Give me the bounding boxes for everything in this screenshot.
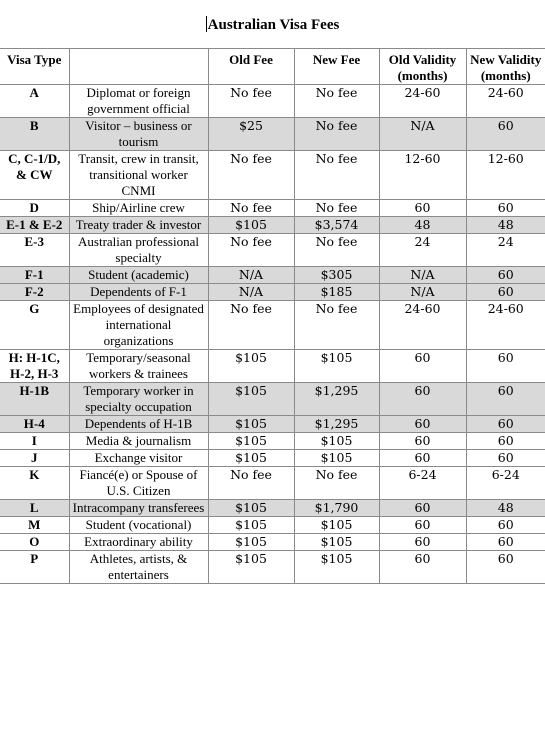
- table-row: [0, 284, 545, 301]
- old-validity-cell: 60: [379, 200, 466, 217]
- visa-fee-table: [0, 48, 545, 584]
- old-validity-cell: 60: [379, 383, 466, 416]
- description-cell: Student (academic): [69, 267, 208, 284]
- old-fee-cell: $105: [208, 383, 294, 416]
- new-fee-cell: No fee: [294, 234, 379, 267]
- new-validity-cell: 60: [466, 433, 545, 450]
- new-fee-cell: No fee: [294, 467, 379, 500]
- new-fee-cell: $1,790: [294, 500, 379, 517]
- visa-type-cell: E-3: [0, 234, 69, 267]
- description-cell: Temporary worker in specialty occupation: [69, 383, 208, 416]
- old-fee-cell: No fee: [208, 151, 294, 200]
- old-validity-cell: N/A: [379, 284, 466, 301]
- page-title: [0, 16, 545, 34]
- visa-type-cell: M: [0, 517, 69, 534]
- old-fee-cell: N/A: [208, 284, 294, 301]
- new-fee-cell: $1,295: [294, 383, 379, 416]
- old-fee-cell: $105: [208, 416, 294, 433]
- table-row: [0, 416, 545, 433]
- table-row: [0, 200, 545, 217]
- visa-type-cell: F-2: [0, 284, 69, 301]
- old-fee-cell: N/A: [208, 267, 294, 284]
- new-fee-cell: $105: [294, 551, 379, 584]
- description-cell: Intracompany transferees: [69, 500, 208, 517]
- visa-type-cell: H-1B: [0, 383, 69, 416]
- old-fee-cell: $25: [208, 118, 294, 151]
- new-validity-cell: 60: [466, 267, 545, 284]
- new-validity-cell: 24-60: [466, 85, 545, 118]
- new-fee-cell: $105: [294, 450, 379, 467]
- visa-type-cell: I: [0, 433, 69, 450]
- header-row: [0, 49, 545, 85]
- new-validity-cell: 60: [466, 416, 545, 433]
- table-row: [0, 551, 545, 584]
- visa-type-cell: H: H-1C, H-2, H-3: [0, 350, 69, 383]
- header-visa-type: Visa Type: [0, 49, 69, 85]
- table-row: [0, 234, 545, 267]
- description-cell: Dependents of H-1B: [69, 416, 208, 433]
- old-validity-cell: 60: [379, 416, 466, 433]
- visa-type-cell: J: [0, 450, 69, 467]
- table-row: [0, 151, 545, 200]
- description-cell: Student (vocational): [69, 517, 208, 534]
- description-cell: Extraordinary ability: [69, 534, 208, 551]
- old-validity-cell: 60: [379, 350, 466, 383]
- new-fee-cell: $1,295: [294, 416, 379, 433]
- header-old-fee: Old Fee: [208, 49, 294, 85]
- description-cell: Media & journalism: [69, 433, 208, 450]
- old-fee-cell: No fee: [208, 467, 294, 500]
- description-cell: Ship/Airline crew: [69, 200, 208, 217]
- new-validity-cell: 12-60: [466, 151, 545, 200]
- new-fee-cell: $105: [294, 350, 379, 383]
- new-validity-cell: 60: [466, 551, 545, 584]
- old-validity-cell: 60: [379, 500, 466, 517]
- visa-type-cell: L: [0, 500, 69, 517]
- table-row: [0, 267, 545, 284]
- new-validity-cell: 24: [466, 234, 545, 267]
- new-fee-cell: $105: [294, 534, 379, 551]
- new-fee-cell: $305: [294, 267, 379, 284]
- visa-type-cell: C, C-1/D, & CW: [0, 151, 69, 200]
- new-validity-cell: 60: [466, 350, 545, 383]
- header-description: [69, 49, 208, 85]
- new-validity-cell: 60: [466, 450, 545, 467]
- table-row: [0, 450, 545, 467]
- description-cell: Temporary/seasonal workers & trainees: [69, 350, 208, 383]
- visa-type-cell: B: [0, 118, 69, 151]
- old-validity-cell: 48: [379, 217, 466, 234]
- old-fee-cell: $105: [208, 500, 294, 517]
- visa-type-cell: G: [0, 301, 69, 350]
- table-row: [0, 85, 545, 118]
- visa-type-cell: E-1 & E-2: [0, 217, 69, 234]
- description-cell: Diplomat or foreign government official: [69, 85, 208, 118]
- description-cell: Transit, crew in transit, transitional worker CNMI: [69, 151, 208, 200]
- old-fee-cell: $105: [208, 217, 294, 234]
- visa-type-cell: F-1: [0, 267, 69, 284]
- description-cell: Australian professional specialty: [69, 234, 208, 267]
- old-fee-cell: $105: [208, 433, 294, 450]
- table-row: [0, 301, 545, 350]
- new-validity-cell: 60: [466, 517, 545, 534]
- page-title-text: Australian Visa Fees: [207, 17, 340, 33]
- new-validity-cell: 48: [466, 500, 545, 517]
- old-validity-cell: 6-24: [379, 467, 466, 500]
- visa-type-cell: P: [0, 551, 69, 584]
- old-fee-cell: $105: [208, 350, 294, 383]
- old-validity-cell: N/A: [379, 118, 466, 151]
- new-fee-cell: No fee: [294, 118, 379, 151]
- new-validity-cell: 60: [466, 200, 545, 217]
- table-row: [0, 517, 545, 534]
- old-validity-cell: 24-60: [379, 301, 466, 350]
- table-row: [0, 467, 545, 500]
- new-fee-cell: No fee: [294, 200, 379, 217]
- new-fee-cell: No fee: [294, 151, 379, 200]
- old-fee-cell: No fee: [208, 301, 294, 350]
- table-row: [0, 534, 545, 551]
- old-validity-cell: 24-60: [379, 85, 466, 118]
- old-fee-cell: $105: [208, 450, 294, 467]
- new-validity-cell: 48: [466, 217, 545, 234]
- old-fee-cell: No fee: [208, 200, 294, 217]
- description-cell: Fiancé(e) or Spouse of U.S. Citizen: [69, 467, 208, 500]
- old-validity-cell: 60: [379, 551, 466, 584]
- new-fee-cell: No fee: [294, 85, 379, 118]
- table-row: [0, 383, 545, 416]
- new-fee-cell: $3,574: [294, 217, 379, 234]
- new-fee-cell: $105: [294, 433, 379, 450]
- old-validity-cell: 60: [379, 517, 466, 534]
- description-cell: Dependents of F-1: [69, 284, 208, 301]
- new-validity-cell: 24-60: [466, 301, 545, 350]
- table-row: [0, 433, 545, 450]
- text-cursor: [206, 16, 207, 32]
- header-old-validity: Old Validity (months): [379, 49, 466, 85]
- old-validity-cell: 60: [379, 433, 466, 450]
- table-row: [0, 350, 545, 383]
- old-fee-cell: No fee: [208, 234, 294, 267]
- old-fee-cell: $105: [208, 534, 294, 551]
- old-fee-cell: $105: [208, 517, 294, 534]
- new-validity-cell: 60: [466, 284, 545, 301]
- description-cell: Visitor – business or tourism: [69, 118, 208, 151]
- old-fee-cell: No fee: [208, 85, 294, 118]
- header-new-fee: New Fee: [294, 49, 379, 85]
- visa-type-cell: D: [0, 200, 69, 217]
- table-row: [0, 118, 545, 151]
- new-validity-cell: 60: [466, 383, 545, 416]
- table-row: [0, 217, 545, 234]
- new-validity-cell: 60: [466, 534, 545, 551]
- description-cell: Employees of designated international organizations: [69, 301, 208, 350]
- new-fee-cell: $185: [294, 284, 379, 301]
- table-row: [0, 500, 545, 517]
- old-validity-cell: 24: [379, 234, 466, 267]
- visa-type-cell: K: [0, 467, 69, 500]
- old-fee-cell: $105: [208, 551, 294, 584]
- new-validity-cell: 6-24: [466, 467, 545, 500]
- new-fee-cell: $105: [294, 517, 379, 534]
- description-cell: Treaty trader & investor: [69, 217, 208, 234]
- new-validity-cell: 60: [466, 118, 545, 151]
- visa-type-cell: A: [0, 85, 69, 118]
- old-validity-cell: 60: [379, 534, 466, 551]
- old-validity-cell: 60: [379, 450, 466, 467]
- old-validity-cell: 12-60: [379, 151, 466, 200]
- old-validity-cell: N/A: [379, 267, 466, 284]
- description-cell: Exchange visitor: [69, 450, 208, 467]
- visa-type-cell: O: [0, 534, 69, 551]
- header-new-validity: New Validity (months): [466, 49, 545, 85]
- visa-type-cell: H-4: [0, 416, 69, 433]
- new-fee-cell: No fee: [294, 301, 379, 350]
- description-cell: Athletes, artists, & entertainers: [69, 551, 208, 584]
